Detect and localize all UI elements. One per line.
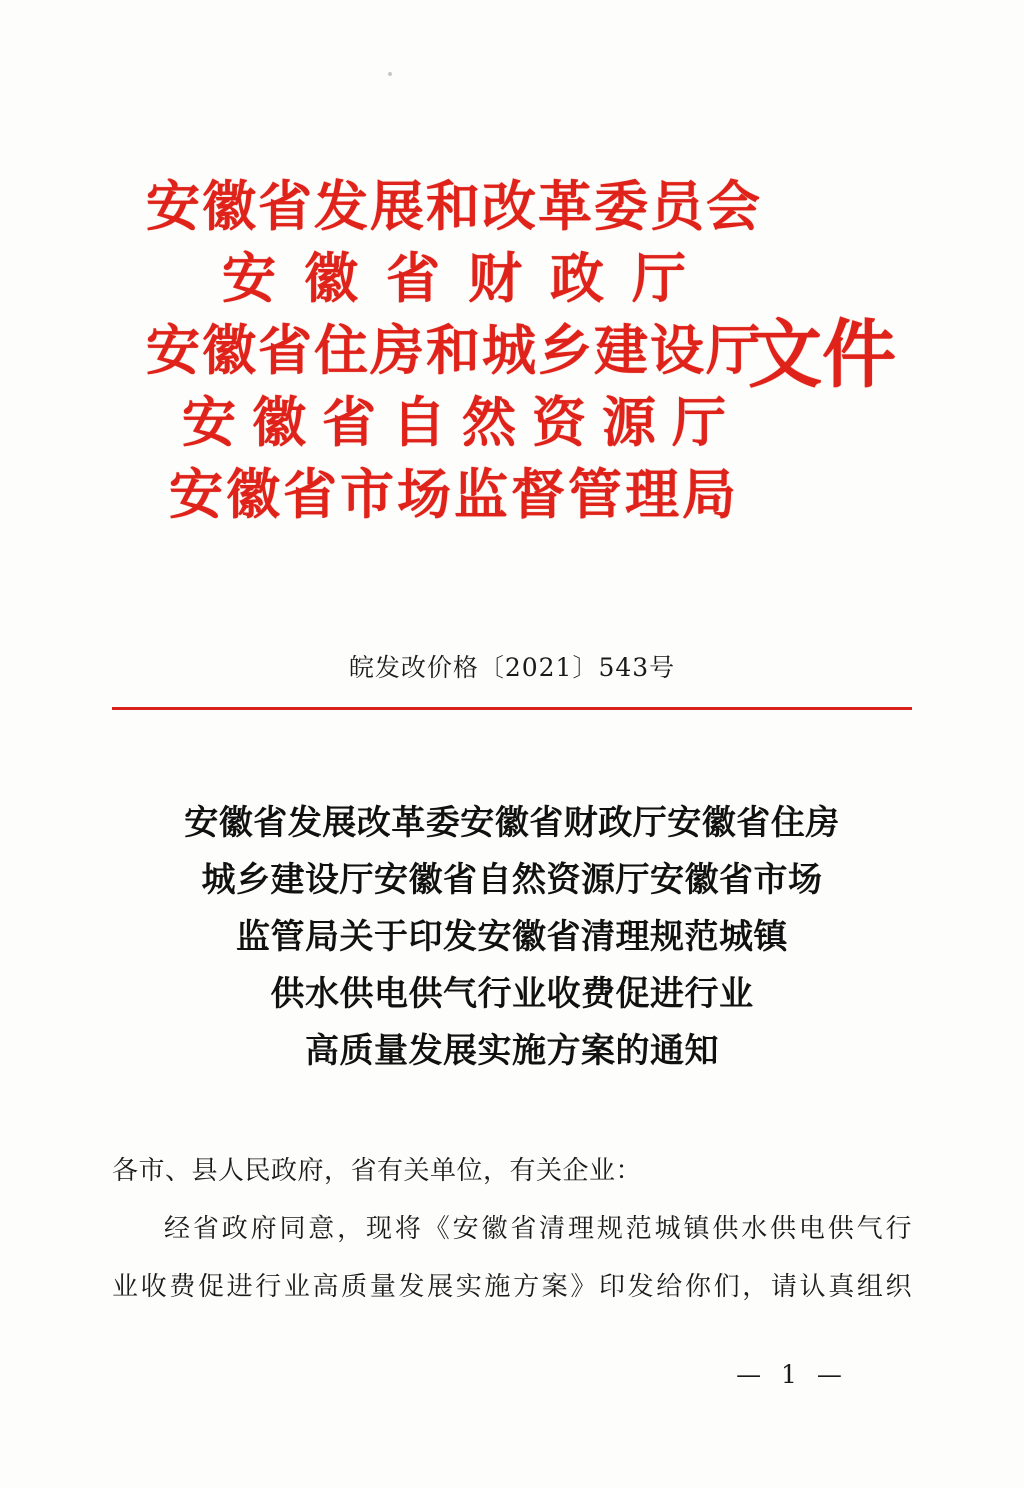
red-separator-rule xyxy=(112,707,912,710)
letterhead-document-word xyxy=(748,312,896,398)
document-number: 皖发改价格〔2021〕543号 xyxy=(348,653,676,682)
title-line-1: 安徽省发展改革委安徽省财政厅安徽省住房 xyxy=(184,803,840,843)
letterhead-line-5 xyxy=(0,458,1024,530)
letterhead-line-2-text: 安徽省财政厅 xyxy=(222,246,714,310)
title-line-3: 监管局关于印发安徽省清理规范城镇 xyxy=(236,917,788,957)
document-title xyxy=(120,795,904,1080)
letterhead-line-1-text: 安徽省发展和改革委员会 xyxy=(146,174,762,238)
page-number: — 1 — xyxy=(736,1360,848,1389)
title-line-2: 城乡建设厅安徽省自然资源厅安徽省市场 xyxy=(201,860,823,900)
scan-artifact-dot xyxy=(388,72,392,76)
title-line-5: 高质量发展实施方案的通知 xyxy=(305,1031,719,1071)
letterhead-line-3-text: 安徽省住房和城乡建设厅 xyxy=(146,318,762,382)
body-paragraph-line-2: 业收费促进行业高质量发展实施方案》印发给你们，请认真组织 xyxy=(112,1272,912,1302)
salutation: 各市、县人民政府，省有关单位，有关企业： xyxy=(112,1156,643,1186)
body-paragraph-line-1: 经省政府同意，现将《安徽省清理规范城镇供水供电供气行 xyxy=(164,1214,912,1244)
letterhead-document-word-text: 文件 xyxy=(748,312,896,398)
letterhead-line-1 xyxy=(0,170,1024,242)
letterhead-line-4-text: 安徽省自然资源厅 xyxy=(182,390,742,454)
letterhead-line-2 xyxy=(0,242,1024,314)
title-line-4: 供水供电供气行业收费促进行业 xyxy=(270,974,754,1014)
letterhead-line-5-text: 安徽省市场监督管理局 xyxy=(169,462,739,526)
document-body xyxy=(112,1142,912,1316)
